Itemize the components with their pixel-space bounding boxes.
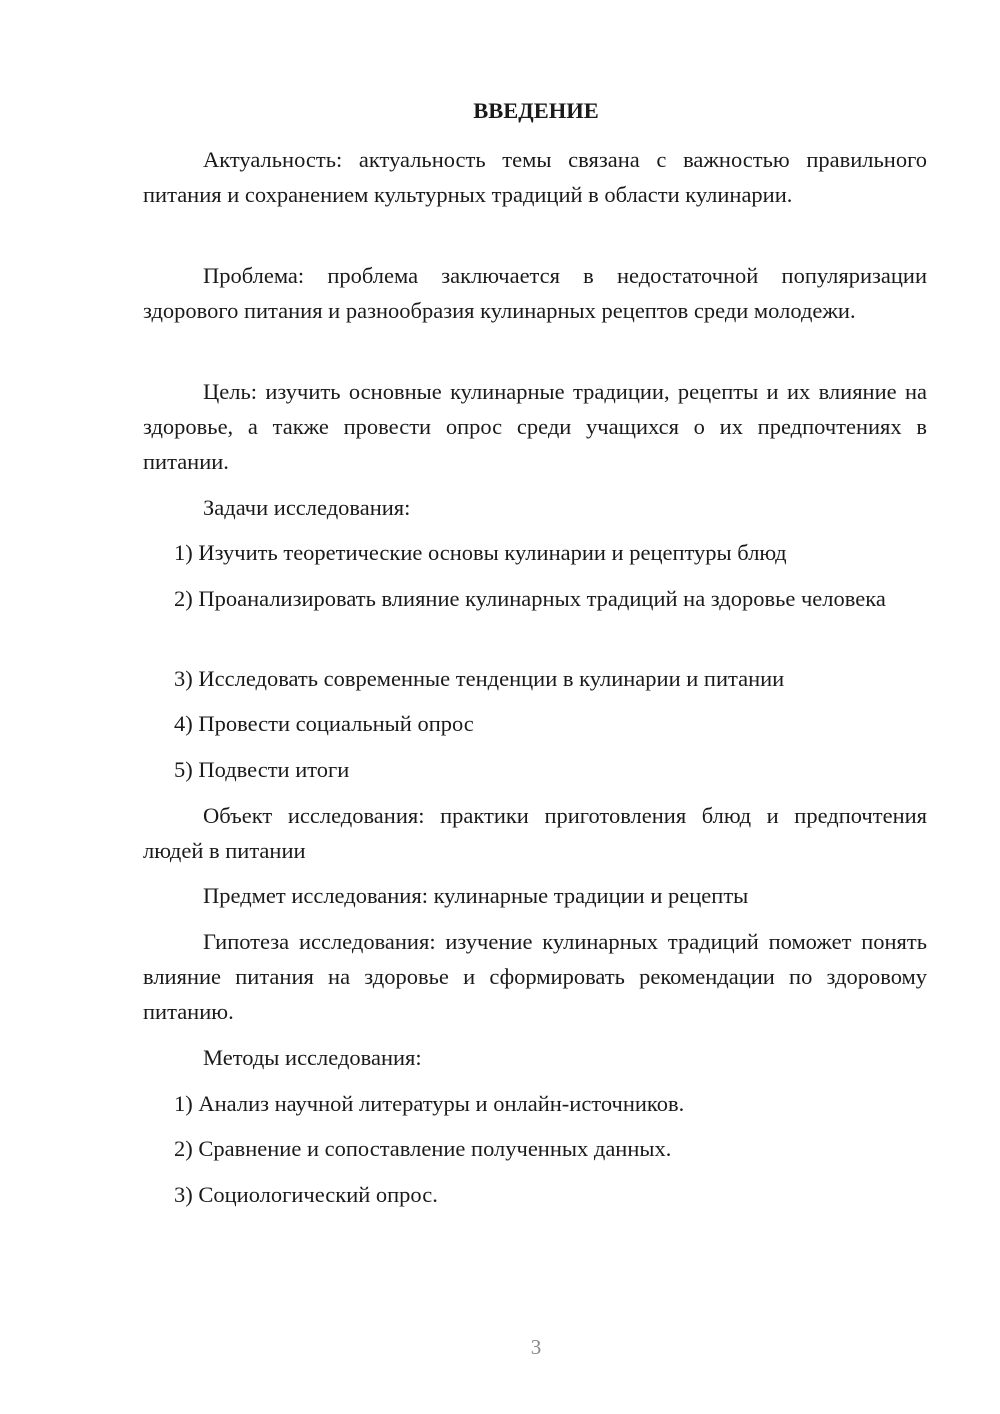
task-item: 4) Провести социальный опрос	[174, 711, 474, 736]
method-item: 3) Социологический опрос.	[174, 1182, 438, 1207]
task-item: 2) Проанализировать влияние кулинарных традиций на здоровье человека	[174, 586, 886, 611]
methods-heading: Методы исследования:	[203, 1045, 422, 1070]
task-item: 1) Изучить теоретические основы кулинарии и рецептуры блюд	[174, 540, 787, 565]
task-item: 3) Исследовать современные тенденции в кулинарии и питании	[174, 666, 785, 691]
object-paragraph: Объект исследования: практики приготовления блюд и предпочтения людей в питании	[143, 803, 927, 863]
goal-paragraph: Цель: изучить основные кулинарные традиции, рецепты и их влияние на здоровье, а также провести опрос среди учащихся о их предпочтениях в питании.	[143, 379, 927, 474]
method-item: 2) Сравнение и сопоставление полученных данных.	[174, 1136, 672, 1161]
tasks-heading: Задачи исследования:	[203, 495, 411, 520]
problem-paragraph: Проблема: проблема заключается в недостаточной популяризации здорового питания и разнообразия кулинарных рецептов среди молодежи.	[143, 263, 927, 323]
page-number: 3	[530, 1335, 542, 1359]
hypothesis-paragraph: Гипотеза исследования: изучение кулинарных традиций поможет понять влияние питания на здоровье и сформировать рекомендации по здоровому питанию.	[143, 929, 927, 1024]
task-item: 5) Подвести итоги	[174, 757, 350, 782]
method-item: 1) Анализ научной литературы и онлайн-источников.	[174, 1091, 685, 1116]
actuality-paragraph: Актуальность: актуальность темы связана с важностью правильного питания и сохранением культурных традиций в области кулинарии.	[143, 147, 927, 207]
subject-paragraph: Предмет исследования: кулинарные традиции и рецепты	[203, 883, 749, 908]
page-title: ВВЕДЕНИЕ	[473, 98, 599, 123]
